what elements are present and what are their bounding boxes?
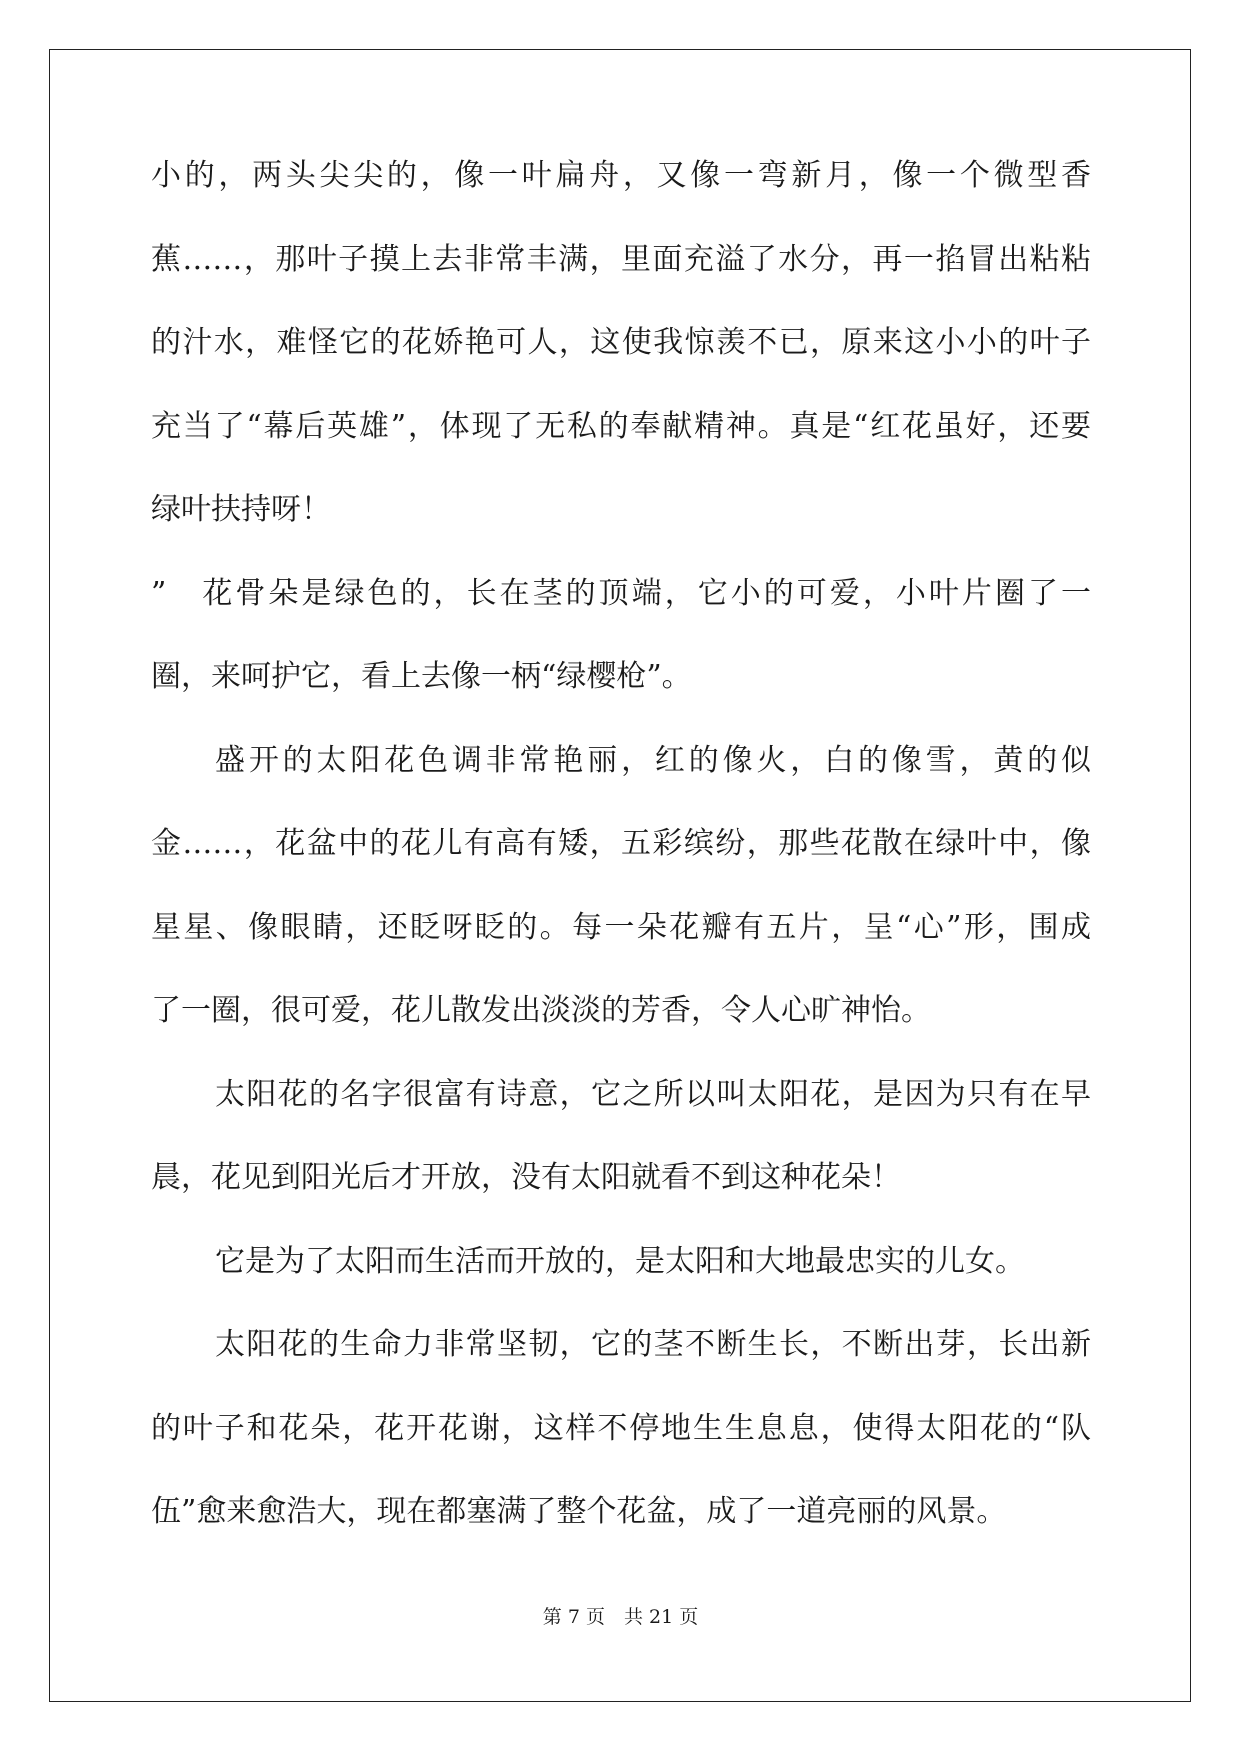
- text-line: 伍”愈来愈浩大，现在都塞满了整个花盆，成了一道亮丽的风景。: [151, 1494, 1007, 1529]
- page-number: 第 7 页 共 21 页: [542, 1606, 699, 1628]
- text-line: 它是为了太阳而生活而开放的，是太阳和大地最忠实的儿女。: [215, 1243, 1025, 1279]
- text-line: 的汁水，难怪它的花娇艳可人，这使我惊羡不已，原来这小小的叶子: [151, 325, 1091, 360]
- text-line: 充当了“幕后英雄”，体现了无私的奉献精神。真是“红花虽好，还要: [151, 408, 1091, 444]
- text-line: 太阳花的名字很富有诗意，它之所以叫太阳花，是因为只有在早: [215, 1076, 1091, 1112]
- text-line: 星星、像眼睛，还眨呀眨的。每一朵花瓣有五片，呈“心”形，围成: [151, 909, 1091, 945]
- text-line: 金……，花盆中的花儿有高有矮，五彩缤纷，那些花散在绿叶中，像: [151, 826, 1091, 861]
- text-line: 了一圈，很可爱，花儿散发出淡淡的芳香，令人心旷神怡。: [151, 993, 931, 1028]
- text-line: 晨，花见到阳光后才开放，没有太阳就看不到这种花朵！: [151, 1160, 901, 1195]
- text-line: 的叶子和花朵，花开花谢，这样不停地生生息息，使得太阳花的“队: [151, 1410, 1091, 1446]
- document-body: [151, 158, 1091, 1578]
- text-line: 圈，来呵护它，看上去像一柄“绿樱枪”。: [151, 659, 692, 694]
- text-line: 绿叶扶持呀！: [151, 492, 331, 527]
- text-line: 小的，两头尖尖的，像一叶扁舟，又像一弯新月，像一个微型香: [151, 158, 1091, 193]
- text-line: 蕉……，那叶子摸上去非常丰满，里面充溢了水分，再一掐冒出粘粘: [151, 241, 1091, 277]
- text-line: 太阳花的生命力非常坚韧，它的茎不断生长，不断出芽，长出新: [215, 1327, 1091, 1362]
- text-line: ” 花骨朵是绿色的，长在茎的顶端，它小的可爱，小叶片圈了一: [151, 575, 1091, 611]
- text-line: 盛开的太阳花色调非常艳丽，红的像火，白的像雪，黄的似: [215, 742, 1091, 778]
